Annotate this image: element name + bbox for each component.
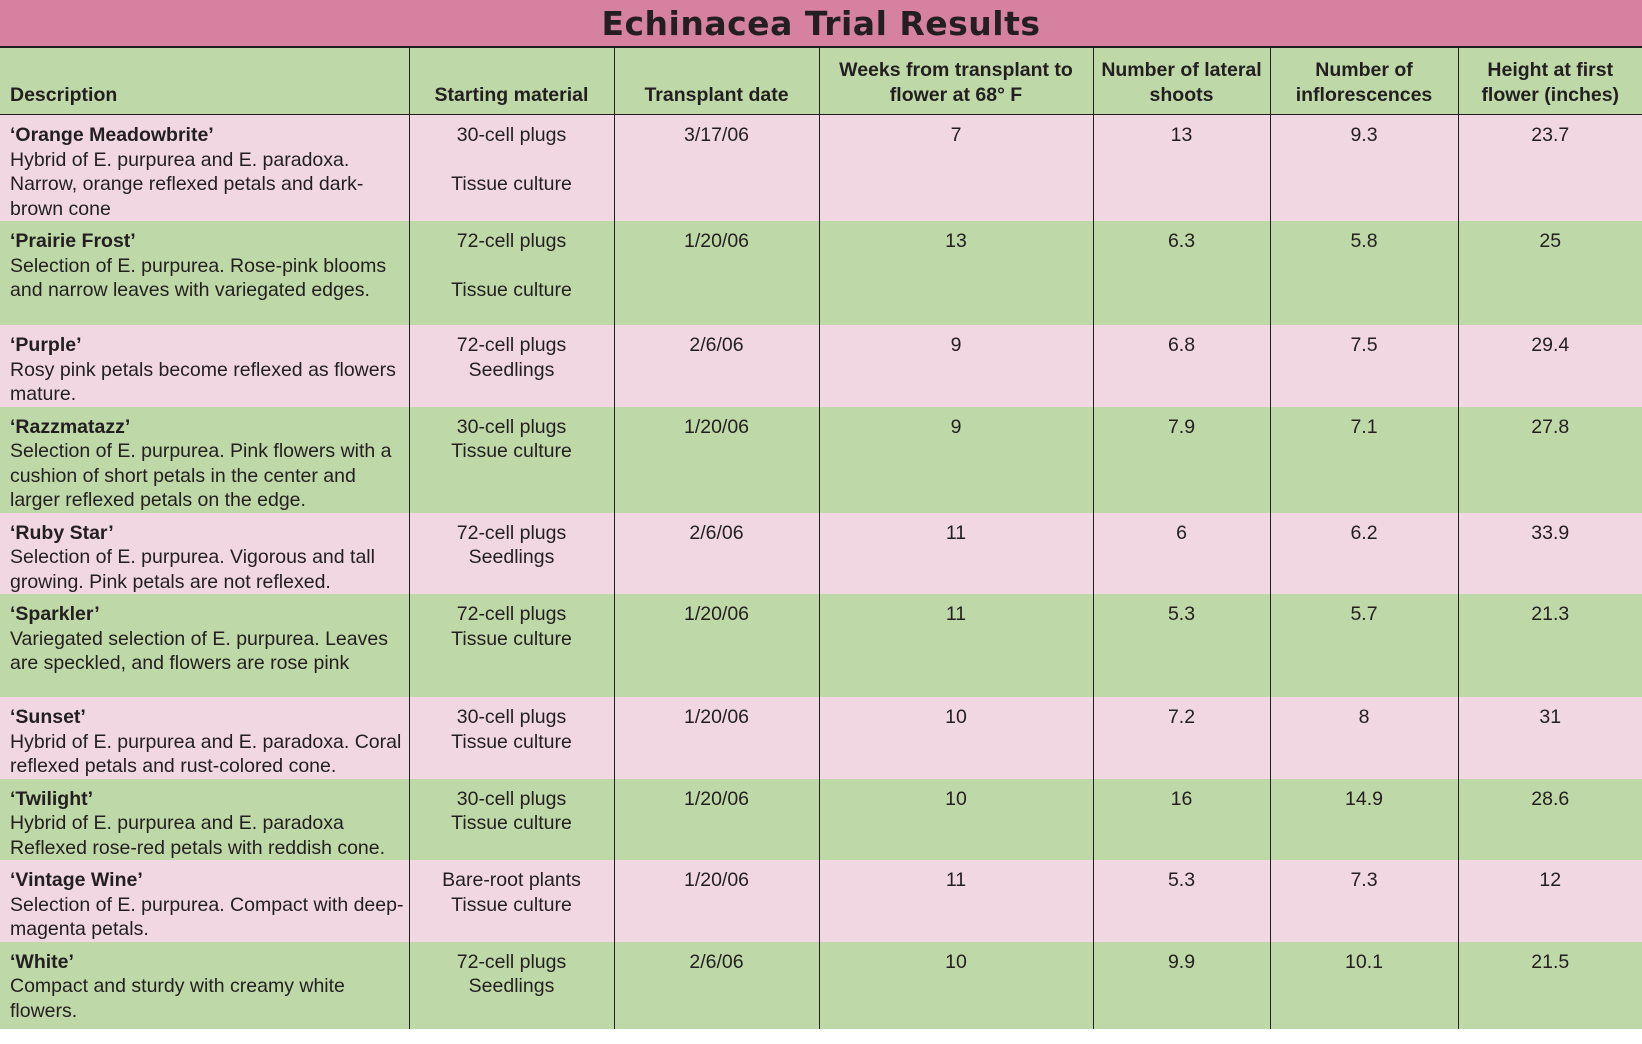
starting-material-primary: 30-cell plugs [456, 787, 567, 810]
weeks-to-flower-cell: 10 [819, 942, 1093, 1029]
weeks-to-flower-cell: 7 [819, 115, 1093, 222]
description-cell [0, 779, 409, 861]
lateral-shoots-cell: 16 [1093, 779, 1270, 861]
description-cell [0, 407, 409, 513]
lateral-shoots-cell: 5.3 [1093, 860, 1270, 942]
starting-material-cell [409, 115, 614, 222]
height-cell: 27.8 [1458, 407, 1642, 513]
inflorescences-cell: 6.2 [1270, 513, 1458, 595]
table-title: Echinacea Trial Results [601, 3, 1041, 43]
cultivar-description: Rosy pink petals become reflexed as flowers mature. [10, 358, 396, 405]
description-cell [0, 325, 409, 407]
height-cell: 33.9 [1458, 513, 1642, 595]
cultivar-description: Hybrid of E. purpurea and E. paradoxa. Narrow, orange reflexed petals and dark-brown cone [10, 148, 364, 220]
starting-material-cell [409, 942, 614, 1029]
starting-material-cell [409, 325, 614, 407]
description-cell [0, 860, 409, 942]
cultivar-name: ‘Vintage Wine’ [10, 869, 143, 891]
description-cell [0, 942, 409, 1029]
lateral-shoots-cell: 7.9 [1093, 407, 1270, 513]
starting-material-primary: 72-cell plugs [456, 230, 567, 252]
inflorescences-cell: 14.9 [1270, 779, 1458, 861]
cultivar-name: ‘Twilight’ [10, 787, 94, 810]
starting-material-primary: 30-cell plugs [456, 706, 567, 728]
header-lateral-shoots: Number of lateral shoots [1093, 48, 1270, 115]
table-row [0, 221, 1642, 325]
weeks-to-flower-cell: 9 [819, 407, 1093, 513]
inflorescences-cell: 9.3 [1270, 115, 1458, 222]
cultivar-description: Selection of E. purpurea. Vigorous and tall growing. Pink petals are not reflexed. [10, 546, 375, 593]
height-cell: 21.5 [1458, 942, 1642, 1029]
lateral-shoots-cell: 6.8 [1093, 325, 1270, 407]
starting-material-secondary: Seedlings [468, 546, 555, 568]
cultivar-name: ‘Sparkler’ [10, 603, 100, 625]
cultivar-description: Selection of E. purpurea. Pink flowers with a cushion of short petals in the center and larger reflexed petals on the edge. [10, 440, 392, 511]
lateral-shoots-cell: 7.2 [1093, 697, 1270, 779]
inflorescences-cell: 10.1 [1270, 942, 1458, 1029]
cultivar-description: Variegated selection of E. purpurea. Leaves are speckled, and flowers are rose pink [10, 627, 388, 674]
starting-material-cell [409, 513, 614, 595]
cultivar-description: Hybrid of E. purpurea and E. paradoxa. Coral reflexed petals and rust-colored cone. [10, 730, 402, 777]
starting-material-secondary: Tissue culture [451, 730, 572, 753]
header-height: Height at first flower (inches) [1458, 48, 1642, 115]
starting-material-primary: 72-cell plugs [456, 603, 567, 625]
transplant-date-cell: 1/20/06 [614, 697, 819, 779]
lateral-shoots-cell: 5.3 [1093, 594, 1270, 697]
table-row [0, 513, 1642, 595]
cultivar-name: ‘Sunset’ [10, 706, 86, 728]
transplant-date-cell: 1/20/06 [614, 221, 819, 325]
lateral-shoots-cell: 6 [1093, 513, 1270, 595]
transplant-date-cell: 3/17/06 [614, 115, 819, 222]
inflorescences-cell: 5.8 [1270, 221, 1458, 325]
cultivar-name: ‘White’ [10, 950, 74, 973]
height-cell: 25 [1458, 221, 1642, 325]
starting-material-secondary: Tissue culture [451, 812, 572, 834]
header-inflorescences: Number of inflorescences [1270, 48, 1458, 115]
starting-material-primary: 72-cell plugs [456, 521, 567, 544]
description-cell [0, 697, 409, 779]
starting-material-cell [409, 779, 614, 861]
table-row [0, 779, 1642, 861]
cultivar-description: Compact and sturdy with creamy white flowers. [10, 975, 345, 1022]
height-cell: 31 [1458, 697, 1642, 779]
transplant-date-cell: 2/6/06 [614, 325, 819, 407]
table-body [0, 115, 1642, 1029]
starting-material-secondary: Tissue culture [451, 279, 572, 301]
header-transplant-date: Transplant date [614, 48, 819, 115]
height-cell: 23.7 [1458, 115, 1642, 222]
weeks-to-flower-cell: 10 [819, 779, 1093, 861]
starting-material-secondary: Seedlings [468, 975, 555, 997]
cultivar-name: ‘Orange Meadowbrite’ [10, 124, 214, 146]
starting-material-cell [409, 860, 614, 942]
table-row [0, 407, 1642, 513]
cultivar-description: Selection of E. purpurea. Rose-pink blooms and narrow leaves with variegated edges. [10, 254, 387, 301]
inflorescences-cell: 7.1 [1270, 407, 1458, 513]
inflorescences-cell: 7.3 [1270, 860, 1458, 942]
starting-material-cell [409, 594, 614, 697]
table-row [0, 942, 1642, 1029]
cultivar-name: ‘Purple’ [10, 334, 82, 356]
description-cell [0, 594, 409, 697]
transplant-date-cell: 2/6/06 [614, 513, 819, 595]
weeks-to-flower-cell: 13 [819, 221, 1093, 325]
header-description: Description [0, 48, 409, 115]
table-row [0, 325, 1642, 407]
transplant-date-cell: 1/20/06 [614, 860, 819, 942]
starting-material-cell [409, 407, 614, 513]
height-cell: 21.3 [1458, 594, 1642, 697]
description-cell [0, 221, 409, 325]
description-cell [0, 115, 409, 222]
table-row [0, 860, 1642, 942]
header-weeks-to-flower: Weeks from transplant to flower at 68° F [819, 48, 1093, 115]
lateral-shoots-cell: 13 [1093, 115, 1270, 222]
cultivar-description: Hybrid of E. purpurea and E. paradoxa Reflexed rose-red petals with reddish cone. [10, 812, 386, 859]
weeks-to-flower-cell: 11 [819, 513, 1093, 595]
lateral-shoots-cell: 6.3 [1093, 221, 1270, 325]
starting-material-secondary: Tissue culture [451, 627, 572, 650]
starting-material-cell [409, 697, 614, 779]
starting-material-secondary: Seedlings [468, 358, 555, 381]
starting-material-primary: 72-cell plugs [456, 950, 567, 973]
weeks-to-flower-cell: 11 [819, 860, 1093, 942]
starting-material-primary: 30-cell plugs [456, 415, 567, 438]
cultivar-description: Selection of E. purpurea. Compact with deep-magenta petals. [10, 893, 404, 940]
inflorescences-cell: 8 [1270, 697, 1458, 779]
transplant-date-cell: 1/20/06 [614, 407, 819, 513]
results-table [0, 48, 1642, 1029]
weeks-to-flower-cell: 10 [819, 697, 1093, 779]
transplant-date-cell: 1/20/06 [614, 779, 819, 861]
starting-material-secondary: Tissue culture [451, 893, 572, 916]
height-cell: 12 [1458, 860, 1642, 942]
header-starting-material: Starting material [409, 48, 614, 115]
height-cell: 29.4 [1458, 325, 1642, 407]
height-cell: 28.6 [1458, 779, 1642, 861]
table-row [0, 594, 1642, 697]
lateral-shoots-cell: 9.9 [1093, 942, 1270, 1029]
starting-material-primary: 30-cell plugs [456, 124, 567, 146]
transplant-date-cell: 1/20/06 [614, 594, 819, 697]
description-cell [0, 513, 409, 595]
starting-material-cell [409, 221, 614, 325]
starting-material-primary: 72-cell plugs [456, 334, 567, 356]
cultivar-name: ‘Razzmatazz’ [10, 415, 131, 438]
table-row [0, 697, 1642, 779]
title-bar [0, 0, 1642, 48]
starting-material-primary: Bare-root plants [442, 869, 581, 891]
cultivar-name: ‘Ruby Star’ [10, 521, 114, 544]
inflorescences-cell: 5.7 [1270, 594, 1458, 697]
header-row [0, 48, 1642, 115]
inflorescences-cell: 7.5 [1270, 325, 1458, 407]
cultivar-name: ‘Prairie Frost’ [10, 230, 136, 252]
starting-material-secondary: Tissue culture [451, 440, 572, 462]
transplant-date-cell: 2/6/06 [614, 942, 819, 1029]
table-row [0, 115, 1642, 222]
starting-material-secondary: Tissue culture [451, 173, 572, 195]
weeks-to-flower-cell: 11 [819, 594, 1093, 697]
weeks-to-flower-cell: 9 [819, 325, 1093, 407]
